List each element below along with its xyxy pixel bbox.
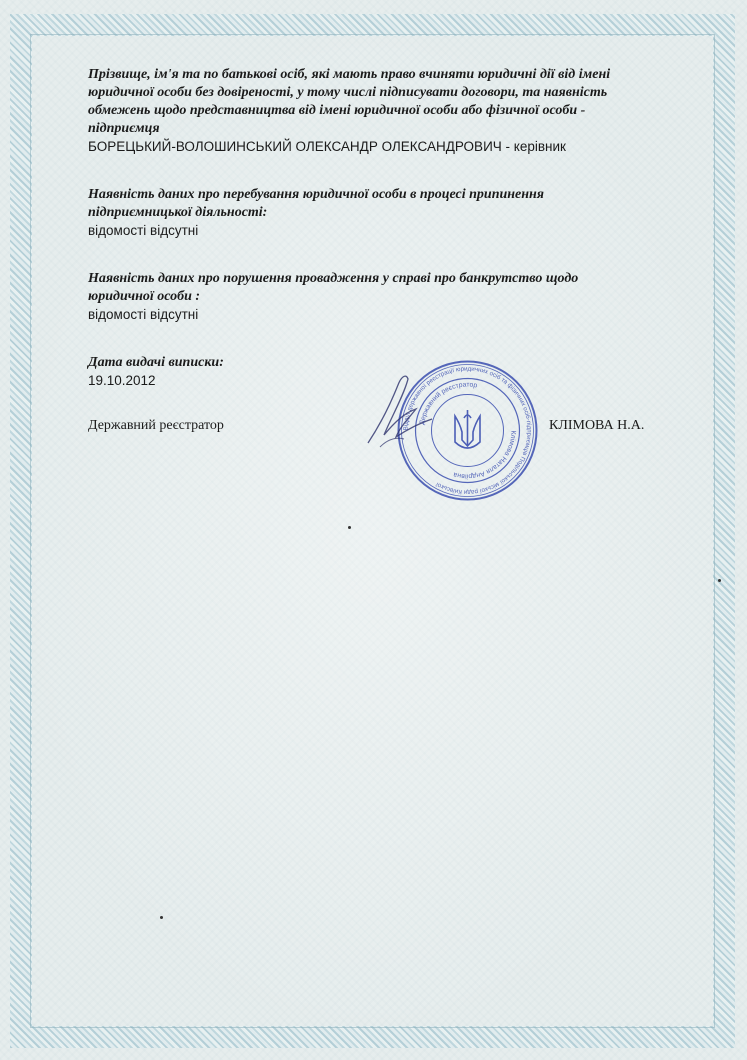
paper-speck	[718, 579, 721, 582]
heading-line: обмежень щодо представництва від імені юридичної особи або фізичної особи -	[88, 103, 586, 118]
section-heading	[88, 270, 678, 306]
stamp-name-text: Клімова Наталя Андріївна	[452, 430, 517, 480]
inner-frame	[30, 34, 715, 1028]
section-value: відомості відсутні	[88, 223, 199, 238]
section-heading	[88, 186, 678, 222]
heading-line: Наявність даних про перебування юридичної особи в процесі припинення	[88, 187, 545, 202]
heading-line: Дата видачі виписки:	[88, 355, 224, 370]
stamp-inner-text: Державний реєстратор	[418, 381, 478, 426]
section-bankruptcy	[88, 270, 678, 324]
section-heading	[88, 66, 678, 138]
heading-line: юридичної особи :	[88, 289, 201, 304]
trident-icon	[455, 410, 480, 448]
registrar-name: КЛІМОВА Н.А.	[549, 418, 645, 433]
heading-line: Прізвище, ім'я та по батькові осіб, які мають право вчиняти юридичні дії від імені	[88, 67, 611, 82]
issue-date-value: 19.10.2012	[88, 373, 156, 388]
paper-speck	[348, 526, 351, 529]
section-value: БОРЕЦЬКИЙ-ВОЛОШИНСЬКИЙ ОЛЕКСАНДР ОЛЕКСАНДРОВИЧ - керівник	[88, 139, 566, 154]
section-value: відомості відсутні	[88, 307, 199, 322]
section-termination	[88, 186, 678, 240]
handwritten-signature	[360, 365, 450, 455]
heading-line: підприємницької діяльності:	[88, 205, 268, 220]
heading-line: підприємця	[88, 121, 160, 136]
section-authorized-persons	[88, 66, 678, 156]
registrar-label: Державний реєстратор	[88, 418, 224, 433]
stamp-outer-text: Відділ державної реєстрації юридичних осіб та фізичних осіб-підприємців Подільської міської ради Київської	[402, 365, 533, 496]
heading-line: Наявність даних про порушення провадження у справі про банкрутство щодо	[88, 271, 579, 286]
heading-line: юридичної особи без довіреності, у тому числі підписувати договори, та наявність	[88, 85, 608, 100]
paper-speck	[160, 916, 163, 919]
guilloche-border	[10, 14, 735, 1048]
